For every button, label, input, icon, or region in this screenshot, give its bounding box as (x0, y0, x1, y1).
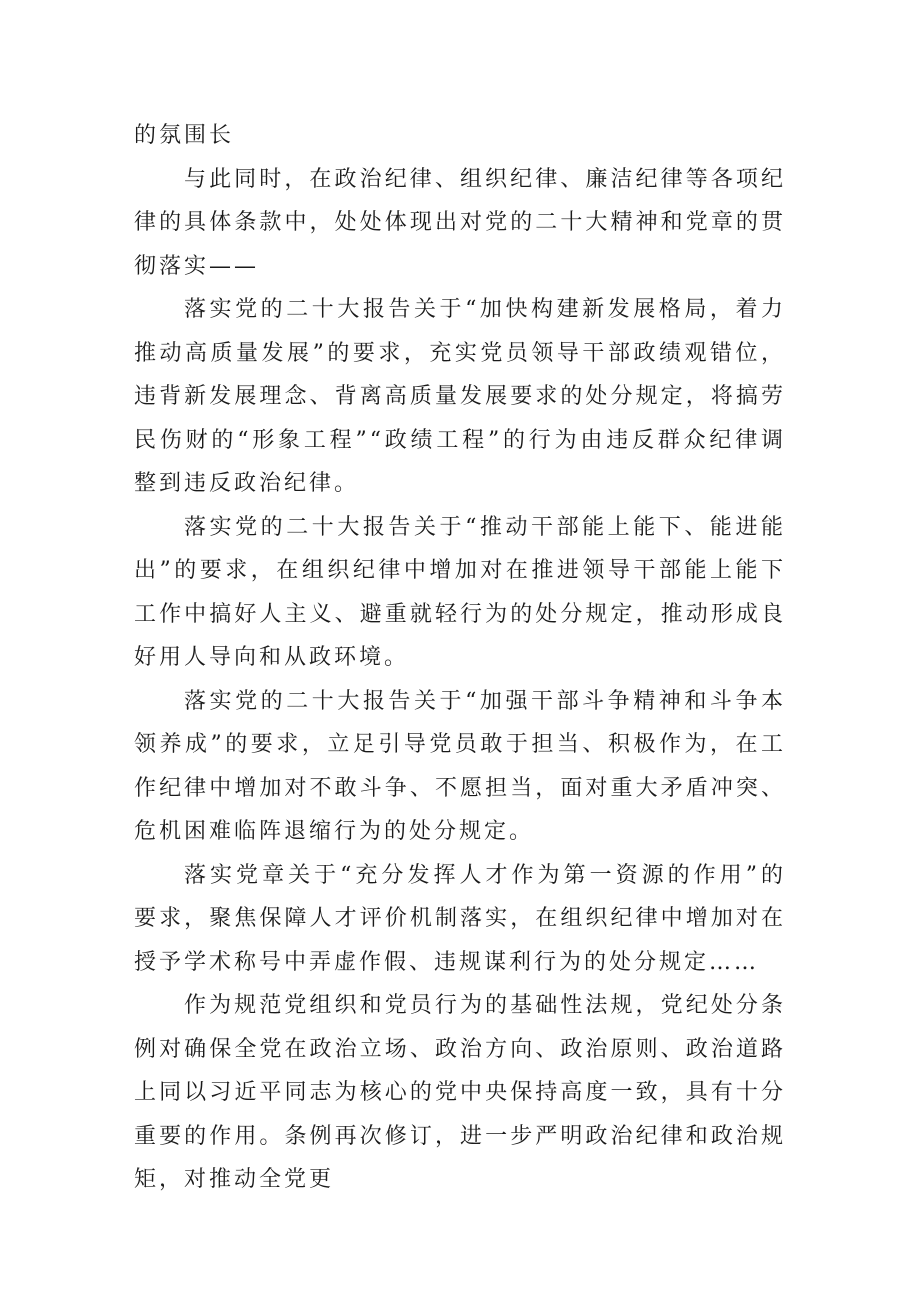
paragraph-3: 落实党的二十大报告关于“加快构建新发展格局，着力推动高质量发展”的要求，充实党员领导干部政绩观错位，违背新发展理念、背离高质量发展要求的处分规定，将搞劳民伤财的“形象工程”“政绩工程”的行为由违反群众纪律调整到违反政治纪律。 (134, 297, 786, 496)
paragraph-4: 落实党的二十大报告关于“推动干部能上能下、能进能出”的要求，在组织纪律中增加对在推进领导干部能上能下工作中搞好人主义、避重就轻行为的处分规定，推动形成良好用人导向和从政环境。 (134, 514, 786, 670)
paragraph-6: 落实党章关于“充分发挥人才作为第一资源的作用”的要求，聚焦保障人才评价机制落实，在组织纪律中增加对在授予学术称号中弄虚作假、违规谋利行为的处分规定…… (134, 862, 786, 975)
paragraph-2: 与此同时，在政治纪律、组织纪律、廉洁纪律等各项纪律的具体条款中，处处体现出对党的二十大精神和党章的贯彻落实—— (134, 166, 786, 279)
document-body (134, 114, 786, 1202)
paragraph-7: 作为规范党组织和党员行为的基础性法规，党纪处分条例对确保全党在政治立场、政治方向、政治原则、政治道路上同以习近平同志为核心的党中央保持高度一致，具有十分重要的作用。条例再次修订，进一步严明政治纪律和政治规矩，对推动全党更 (134, 993, 786, 1192)
paragraph-1: 的氛围长 (134, 123, 235, 148)
paragraph-5: 落实党的二十大报告关于“加强干部斗争精神和斗争本领养成”的要求，立足引导党员敢于担当、积极作为，在工作纪律中增加对不敢斗争、不愿担当，面对重大矛盾冲突、危机困难临阵退缩行为的处分规定。 (134, 688, 786, 844)
